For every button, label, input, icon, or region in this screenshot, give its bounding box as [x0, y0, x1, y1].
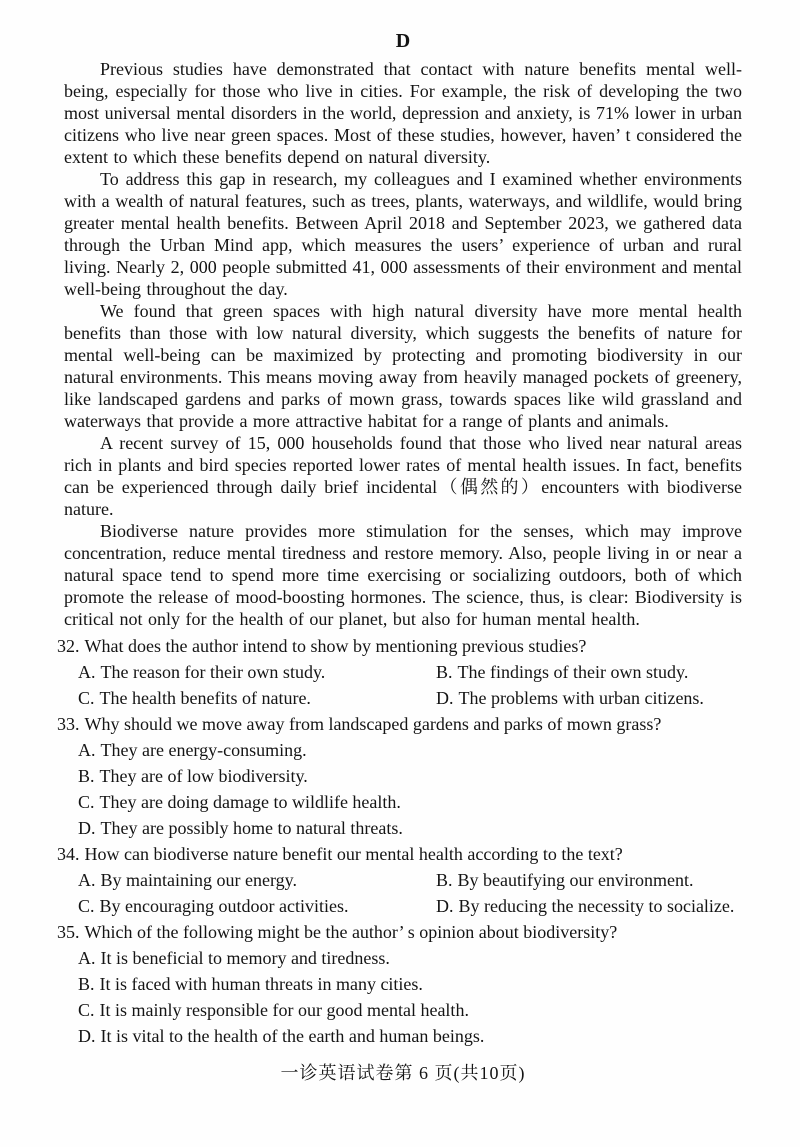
option-32-b — [436, 659, 742, 685]
option-text: It is mainly responsible for our good mental health. — [99, 1000, 469, 1020]
option-text: They are of low biodiversity. — [99, 766, 308, 786]
question-33-options — [78, 737, 742, 841]
option-label: D. — [436, 896, 454, 916]
option-text: By beautifying our environment. — [457, 870, 694, 890]
option-label: D. — [436, 688, 454, 708]
option-text: It is faced with human threats in many cities. — [99, 974, 423, 994]
question-35-options — [78, 945, 742, 1049]
option-label: A. — [78, 740, 96, 760]
option-text: They are possibly home to natural threats. — [100, 818, 403, 838]
question-number: 35. — [57, 922, 80, 942]
option-35-c — [78, 997, 742, 1023]
question-32 — [57, 633, 742, 711]
option-34-a — [78, 867, 436, 893]
option-text: The findings of their own study. — [457, 662, 689, 682]
option-label: B. — [78, 766, 95, 786]
option-35-b — [78, 971, 742, 997]
option-text: By reducing the necessity to socialize. — [458, 896, 735, 916]
option-text: By maintaining our energy. — [100, 870, 297, 890]
option-text: It is vital to the health of the earth and human beings. — [100, 1026, 485, 1046]
option-label: A. — [78, 948, 96, 968]
option-33-a — [78, 737, 742, 763]
page-footer: 一诊英语试卷第 6 页(共10页) — [280, 1063, 526, 1083]
passage-paragraph-5: Biodiverse nature provides more stimulation for the senses, which may improve concentration, reduce mental tiredness and restore memory. Also, people living in or near a natural space tend to spend more time exercising or socializing outdoors, both of which promote the release of mood-boosting hormones. The science, thus, is clear: Biodiversity is critical not only for the health of our planet, but also for human mental health. — [64, 521, 742, 629]
option-34-c — [78, 893, 436, 919]
option-32-d — [436, 685, 742, 711]
question-35 — [57, 919, 742, 1049]
option-35-d — [78, 1023, 742, 1049]
option-text: They are doing damage to wildlife health. — [99, 792, 401, 812]
option-label: B. — [436, 662, 453, 682]
option-35-a — [78, 945, 742, 971]
question-34-options — [78, 867, 742, 919]
question-32-options — [78, 659, 742, 711]
reading-passage — [64, 58, 742, 630]
question-number: 32. — [57, 636, 80, 656]
question-34 — [57, 841, 742, 919]
option-label: B. — [436, 870, 453, 890]
passage-paragraph-2: To address this gap in research, my colleagues and I examined whether environments with a wealth of natural features, such as trees, plants, waterways, and wildlife, would bring greater mental health benefits. Between April 2018 and September 2023, we gathered data through the Urban Mind app, which measures the users’ experience of urban and rural living. Nearly 2, 000 people submitted 41, 000 assessments of their environment and mental well-being throughout the day. — [64, 169, 742, 299]
passage-paragraph-3: We found that green spaces with high natural diversity have more mental health benefits than those with low natural diversity, which suggests the benefits of nature for mental well-being can be maximized by protecting and promoting biodiversity in our natural environments. This means moving away from heavily managed pockets of greenery, like landscaped gardens and parks of mown grass, towards spaces like wild grassland and waterways that provide a more attractive habitat for a range of plants and animals. — [64, 301, 742, 431]
section-title: D — [395, 30, 411, 52]
option-33-c — [78, 789, 742, 815]
option-text: The health benefits of nature. — [99, 688, 311, 708]
option-33-d — [78, 815, 742, 841]
option-text: It is beneficial to memory and tiredness. — [100, 948, 390, 968]
option-34-b — [436, 867, 742, 893]
option-label: C. — [78, 792, 95, 812]
option-label: C. — [78, 896, 95, 916]
option-32-a — [78, 659, 436, 685]
option-33-b — [78, 763, 742, 789]
option-label: C. — [78, 688, 95, 708]
question-35-stem — [57, 919, 742, 945]
option-34-d — [436, 893, 742, 919]
option-label: A. — [78, 662, 96, 682]
question-text: Why should we move away from landscaped gardens and parks of mown grass? — [84, 714, 662, 734]
option-text: The problems with urban citizens. — [458, 688, 704, 708]
question-33-stem — [57, 711, 742, 737]
question-number: 34. — [57, 844, 80, 864]
question-34-stem — [57, 841, 742, 867]
option-label: D. — [78, 1026, 96, 1046]
question-text: Which of the following might be the author’ s opinion about biodiversity? — [84, 922, 618, 942]
question-list — [57, 633, 742, 1049]
passage-paragraph-4: A recent survey of 15, 000 households found that those who lived near natural areas rich in plants and bird species reported lower rates of mental health issues. In fact, benefits can be experienced through daily brief incidental（偶然的）encounters with biodiverse nature. — [64, 433, 742, 519]
option-label: D. — [78, 818, 96, 838]
option-32-c — [78, 685, 436, 711]
option-text: The reason for their own study. — [100, 662, 326, 682]
question-text: How can biodiverse nature benefit our mental health according to the text? — [84, 844, 623, 864]
option-text: By encouraging outdoor activities. — [99, 896, 349, 916]
option-text: They are energy-consuming. — [100, 740, 307, 760]
option-label: B. — [78, 974, 95, 994]
question-number: 33. — [57, 714, 80, 734]
option-label: C. — [78, 1000, 95, 1020]
question-text: What does the author intend to show by mentioning previous studies? — [84, 636, 587, 656]
question-32-stem — [57, 633, 742, 659]
question-33 — [57, 711, 742, 841]
option-label: A. — [78, 870, 96, 890]
passage-paragraph-1: Previous studies have demonstrated that contact with nature benefits mental well-being, especially for those who live in cities. For example, the risk of developing the two most universal mental disorders in the world, depression and anxiety, is 71% lower in urban citizens who live near green spaces. Most of these studies, however, haven’ t considered the extent to which these benefits depend on natural diversity. — [64, 59, 742, 167]
